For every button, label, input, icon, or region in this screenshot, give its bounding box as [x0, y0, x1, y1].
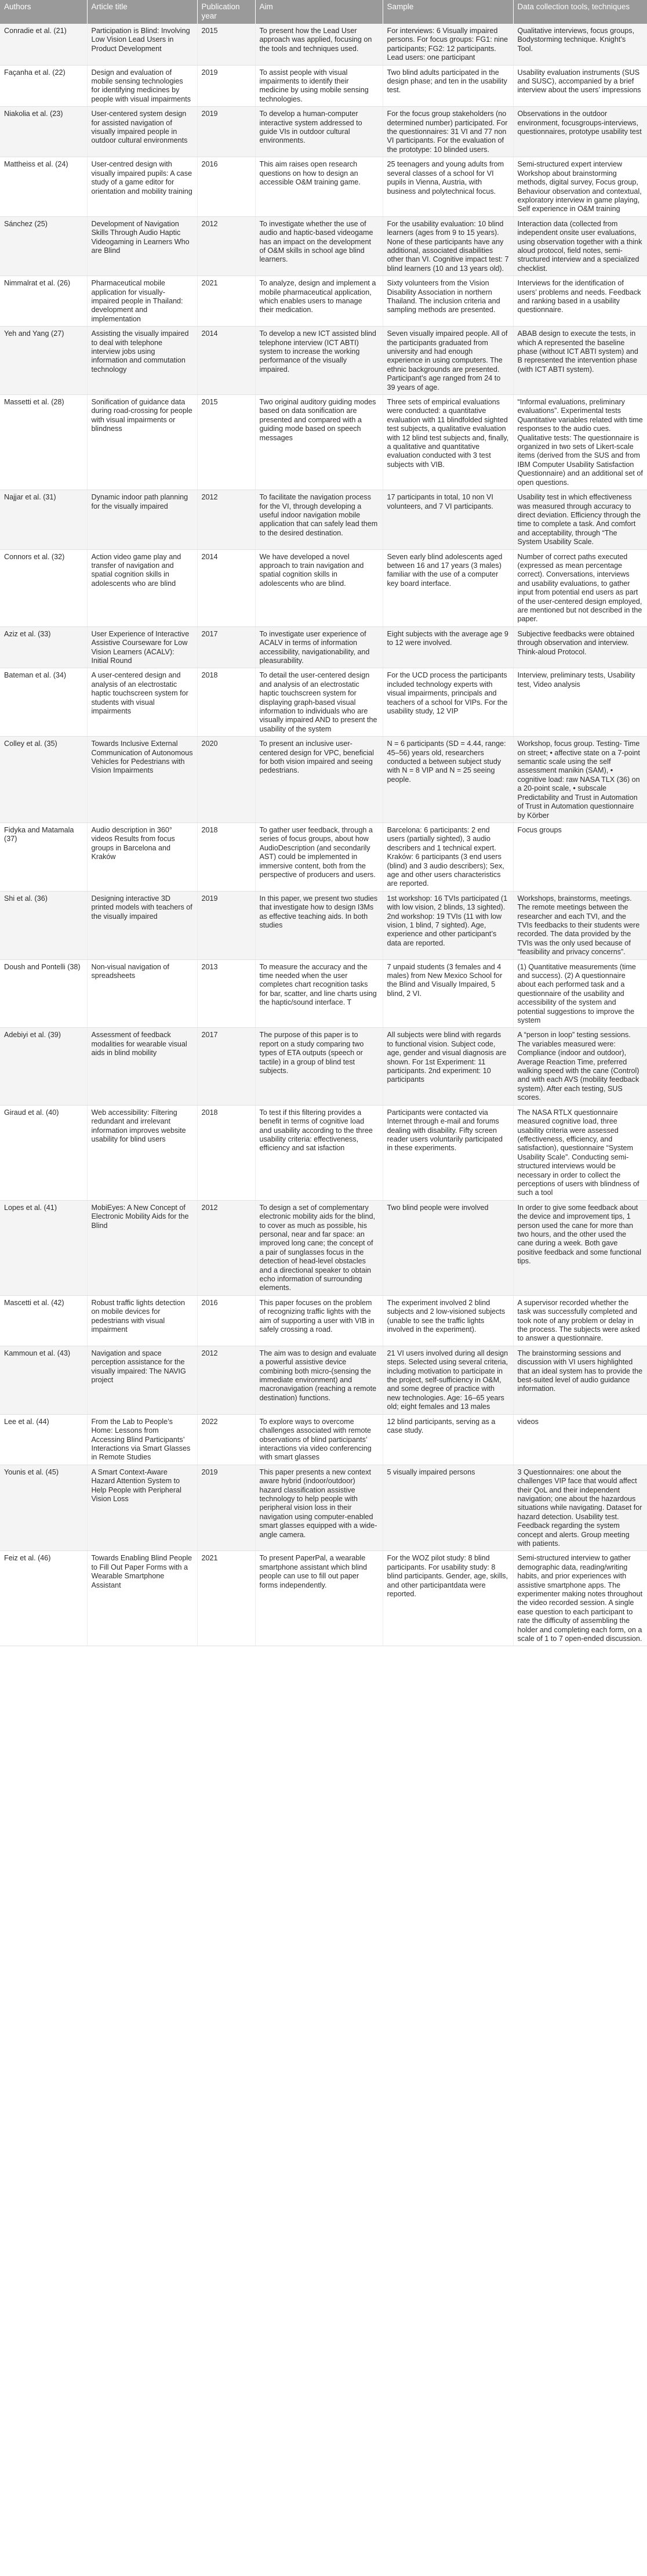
cell-aim: We have developed a novel approach to train navigation and spatial cognition skills in adolescents who are blind. [255, 549, 383, 626]
cell-sample: For the usability evaluation: 10 blind learners (ages from 9 to 15 years). None of these participants have any additional, associated disabilities other than VI. Cognitive impact test: 7 blind learners (10 and 13 years old). [383, 216, 513, 276]
cell-authors: Bateman et al. (34) [0, 668, 87, 737]
table-row [0, 276, 647, 327]
header-row [0, 0, 647, 24]
cell-aim: The purpose of this paper is to report on a study comparing two types of ETA outputs (speech or tactile) in a group of blind test subjects. [255, 1028, 383, 1105]
cell-publication-year: 2018 [197, 668, 255, 737]
cell-data-collection: 3 Questionnaires: one about the challenges VIP face that would affect their QoL and their independent navigation; one about the hazardous situations while navigating. Dataset for hazard detection. Usability test. Feedback regarding the system concept and alerts. Group meeting with patients. [513, 1465, 647, 1551]
cell-article-title: Assisting the visually impaired to deal with telephone interview jobs using information and commutation technology [87, 327, 197, 395]
cell-article-title: Audio description in 360° videos Results from focus groups in Barcelona and Kraków [87, 823, 197, 891]
cell-sample: 5 visually impaired persons [383, 1465, 513, 1551]
cell-aim: Two original auditory guiding modes based on data sonification are presented and compared with a guiding mode based on speech messages [255, 395, 383, 490]
cell-data-collection: Number of correct paths executed (expressed as mean percentage correct). Conversations, interviews and usability evaluations, to gather input from potential end users as part of the user-centered design employed, are mentioned but not described in the paper. [513, 549, 647, 626]
cell-data-collection: In order to give some feedback about the device and improvement tips, 1 person used the cane for more than two hours, and the other used the cane during a week. Both gave positive feedback and some functional tips. [513, 1200, 647, 1295]
cell-publication-year: 2012 [197, 490, 255, 549]
cell-authors: Feiz et al. (46) [0, 1551, 87, 1646]
table-row [0, 1465, 647, 1551]
table-row [0, 668, 647, 737]
cell-publication-year: 2015 [197, 24, 255, 65]
cell-authors: Adebiyi et al. (39) [0, 1028, 87, 1105]
cell-aim: To explore ways to overcome challenges associated with remote observations of blind participants’ interactions via video conferencing with smart glasses [255, 1414, 383, 1465]
cell-aim: To investigate whether the use of audio and haptic-based videogame has an impact on the development of O&M skills in school age blind learners. [255, 216, 383, 276]
cell-data-collection: Interview, preliminary tests, Usability test, Video analysis [513, 668, 647, 737]
table-row [0, 107, 647, 157]
cell-data-collection: Subjective feedbacks were obtained through observation and interview. Think-aloud Protocol. [513, 626, 647, 668]
cell-authors: Fidyka and Matamala (37) [0, 823, 87, 891]
table-row [0, 959, 647, 1028]
cell-authors: Conradie et al. (21) [0, 24, 87, 65]
cell-sample: For the WOZ pilot study: 8 blind participants. For usability study: 8 blind participants. Gender, age, skills, and other participantdata were reported. [383, 1551, 513, 1646]
cell-data-collection: Observations in the outdoor environment, focusgroups-interviews, questionnaires, prototype usability test [513, 107, 647, 157]
table-row [0, 891, 647, 959]
cell-article-title: Towards Inclusive External Communication of Autonomous Vehicles for Pedestrians with Vision Impairments [87, 737, 197, 823]
cell-publication-year: 2012 [197, 1346, 255, 1414]
cell-authors: Connors et al. (32) [0, 549, 87, 626]
cell-publication-year: 2019 [197, 65, 255, 107]
cell-publication-year: 2019 [197, 891, 255, 959]
cell-data-collection: Interviews for the identification of users’ problems and needs. Feedback and ranking based in a usability questionnaire. [513, 276, 647, 327]
cell-aim: In this paper, we present two studies that investigate how to design I3Ms as effective teaching aids. In both studies [255, 891, 383, 959]
cell-publication-year: 2017 [197, 626, 255, 668]
cell-sample: 7 unpaid students (3 females and 4 males) from New Mexico School for the Blind and Visually Impaired, 5 blind, 2 VI. [383, 959, 513, 1028]
header-article-title: Article title [87, 0, 197, 24]
cell-sample: The experiment involved 2 blind subjects and 2 low-visioned subjects (unable to see the traffic lights involved in the experiment). [383, 1295, 513, 1346]
cell-sample: 21 VI users involved during all design steps. Selected using several criteria, including motivation to participate in the project, self-sufficiency in O&M, and some degree of practice with new technologies. Age: 16–65 years old; eight females and 13 males [383, 1346, 513, 1414]
cell-publication-year: 2022 [197, 1414, 255, 1465]
cell-sample: Two blind people were involved [383, 1200, 513, 1295]
cell-publication-year: 2014 [197, 549, 255, 626]
cell-authors: Massetti et al. (28) [0, 395, 87, 490]
cell-aim: This paper presents a new context aware hybrid (indoor/outdoor) hazard classification assistive technology to help people with peripheral vision loss in their navigation using computer-enabled smart glasses equipped with a wide-angle camera. [255, 1465, 383, 1551]
cell-article-title: User-centred design with visually impaired pupils: A case study of a game editor for orientation and mobility training [87, 157, 197, 216]
header-aim: Aim [255, 0, 383, 24]
cell-publication-year: 2014 [197, 327, 255, 395]
cell-article-title: Assessment of feedback modalities for wearable visual aids in blind mobility [87, 1028, 197, 1105]
table-row [0, 24, 647, 65]
cell-article-title: Pharmaceutical mobile application for visually-impaired people in Thailand: development and implementation [87, 276, 197, 327]
cell-sample: 25 teenagers and young adults from several classes of a school for VI pupils in Vienna, Austria, with business and polytechnical focus. [383, 157, 513, 216]
cell-article-title: Sonification of guidance data during road-crossing for people with visual impairments or blindness [87, 395, 197, 490]
cell-aim: To present how the Lead User approach was applied, focusing on the tools and techniques used. [255, 24, 383, 65]
cell-sample: Seven early blind adolescents aged between 16 and 17 years (3 males) familiar with the use of a computer key board interface. [383, 549, 513, 626]
header-sample: Sample [383, 0, 513, 24]
cell-data-collection: Usability evaluation instruments (SUS and SUSC), accompanied by a brief interview about the users’ impressions [513, 65, 647, 107]
cell-data-collection: Interaction data (collected from independent onsite user evaluations, using observation together with a think aloud protocol, field notes, semi-structured interview and a specialized checklist. [513, 216, 647, 276]
cell-authors: Niakolia et al. (23) [0, 107, 87, 157]
cell-authors: Younis et al. (45) [0, 1465, 87, 1551]
cell-authors: Kammoun et al. (43) [0, 1346, 87, 1414]
cell-article-title: Robust traffic lights detection on mobile devices for pedestrians with visual impairment [87, 1295, 197, 1346]
cell-article-title: Action video game play and transfer of navigation and spatial cognition skills in adolescents who are blind [87, 549, 197, 626]
cell-aim: To detail the user-centered design and analysis of an electrostatic haptic touchscreen system for displaying graph-based visual information to individuals who are visually impaired AND to present the usability of the system [255, 668, 383, 737]
cell-aim: To facilitate the navigation process for the VI, through developing a useful indoor navigation mobile application that can safely lead them to the desired destination. [255, 490, 383, 549]
cell-sample: For the focus group stakeholders (no determined number) participated. For the questionnaires: 31 VI and 77 non VI participants. For the evaluation of the prototype: 10 blinded users. [383, 107, 513, 157]
cell-publication-year: 2021 [197, 1551, 255, 1646]
cell-aim: To analyze, design and implement a mobile pharmaceutical application, which enables users to manage their medication. [255, 276, 383, 327]
cell-article-title: MobiEyes: A New Concept of Electronic Mobility Aids for the Blind [87, 1200, 197, 1295]
table-body [0, 24, 647, 1646]
cell-article-title: From the Lab to People’s Home: Lessons from Accessing Blind Participants’ Interactions via Smart Glasses in Remote Studies [87, 1414, 197, 1465]
cell-article-title: Navigation and space perception assistance for the visually impaired: The NAVIG project [87, 1346, 197, 1414]
cell-article-title: Design and evaluation of mobile sensing technologies for identifying medicines by people with visual impairments [87, 65, 197, 107]
cell-aim: To measure the accuracy and the time needed when the user completes chart recognition tasks for bar, scatter, and line charts using the haptic/sound interface. T [255, 959, 383, 1028]
table-row [0, 1295, 647, 1346]
cell-sample: Participants were contacted via Internet through e-mail and forums dealing with disability. Fifty screen reader users voluntarily participated in these experiments. [383, 1105, 513, 1200]
cell-publication-year: 2016 [197, 157, 255, 216]
table-row [0, 1200, 647, 1295]
cell-aim: To gather user feedback, through a series of focus groups, about how AudioDescription (and secondarily AST) could be implemented in immersive content, both from the perspective of producers and users. [255, 823, 383, 891]
cell-sample: Sixty volunteers from the Vision Disability Association in northern Thailand. The inclusion criteria and sampling methods are presented. [383, 276, 513, 327]
cell-aim: This aim raises open research questions on how to design an accessible O&M training game. [255, 157, 383, 216]
cell-aim: To investigate user experience of ACALV in terms of information accessibility, navigationability, and pleasurability. [255, 626, 383, 668]
cell-publication-year: 2016 [197, 1295, 255, 1346]
cell-sample: Seven visually impaired people. All of the participants graduated from university and had enough experience in using computers. The ethnic backgrounds are presented. Participant’s age ranged from 24 to 39 years of age. [383, 327, 513, 395]
table-row [0, 1414, 647, 1465]
header-publication-year: Publication year [197, 0, 255, 24]
table-row [0, 1105, 647, 1200]
cell-authors: Colley et al. (35) [0, 737, 87, 823]
cell-authors: Giraud et al. (40) [0, 1105, 87, 1200]
cell-publication-year: 2019 [197, 107, 255, 157]
cell-authors: Lee et al. (44) [0, 1414, 87, 1465]
cell-sample: For interviews: 6 Visually impaired persons. For focus groups: FG1: nine participants; FG2: 12 participants. Lead users: one participant [383, 24, 513, 65]
table-row [0, 823, 647, 891]
cell-data-collection: A supervisor recorded whether the task was successfully completed and took note of any problem or delay in the process. The subjects were asked to answer a questionnaire. [513, 1295, 647, 1346]
cell-authors: Najjar et al. (31) [0, 490, 87, 549]
cell-sample: 1st workshop: 16 TVIs participated (1 with low vision, 2 blinds, 13 sighted). 2nd workshop: 19 TVIs (11 with low vision, 1 blind, 7 sighted). Age, experience and other participant’s data are reported. [383, 891, 513, 959]
cell-data-collection: The NASA RTLX questionnaire measured cognitive load, three usability criteria were assessed (effectiveness, efficiency, and satisfaction), questionnaire “System Usability Scale”. Conducting semi-structured interviews would be necessary in order to collect the perceptions of users with blindness of such a tool [513, 1105, 647, 1200]
cell-sample: 12 blind participants, serving as a case study. [383, 1414, 513, 1465]
cell-authors: Nimmalrat et al. (26) [0, 276, 87, 327]
table-row [0, 1346, 647, 1414]
table-row [0, 1551, 647, 1646]
table-row [0, 65, 647, 107]
cell-aim: To develop a new ICT assisted blind telephone interview (ICT ABTI) system to increase the working performance of the visually impaired. [255, 327, 383, 395]
cell-publication-year: 2018 [197, 823, 255, 891]
cell-article-title: Non-visual navigation of spreadsheets [87, 959, 197, 1028]
cell-authors: Mattheiss et al. (24) [0, 157, 87, 216]
cell-publication-year: 2017 [197, 1028, 255, 1105]
cell-sample: N = 6 participants (SD = 4.44, range: 45–56) years old, researchers conducted a between subject study with N = 8 VIP and N = 25 seeing people. [383, 737, 513, 823]
cell-publication-year: 2019 [197, 1465, 255, 1551]
cell-data-collection: (1) Quantitative measurements (time and success). (2) A questionnaire about each performed task and a questionnaire of the usability and accessibility of the system and potential suggestions to improve the system [513, 959, 647, 1028]
cell-publication-year: 2020 [197, 737, 255, 823]
cell-article-title: Web accessibility: Filtering redundant and irrelevant information improves website usability for blind users [87, 1105, 197, 1200]
cell-aim: To develop a human-computer interactive system addressed to guide VIs in outdoor cultural environments. [255, 107, 383, 157]
cell-authors: Façanha et al. (22) [0, 65, 87, 107]
table-row [0, 157, 647, 216]
cell-publication-year: 2012 [197, 1200, 255, 1295]
cell-aim: To design a set of complementary electronic mobility aids for the blind, to cover as much as possible, his personal, near and far space: an improved long cane; the concept of a pair of sunglasses focus in the detection of head-level obstacles and a directional speaker to obtain echo information of surrounding elements. [255, 1200, 383, 1295]
cell-data-collection: Semi-structured interview to gather demographic data, reading/writing habits, and prior experiences with assistive smartphone apps. The experimenter making notes throughout the video recorded session. A single ease question to each participant to rate the difficulty of assembling the holder and completing each form, on a scale of 1 to 7 open-ended discussion. [513, 1551, 647, 1646]
table-header [0, 0, 647, 24]
cell-sample: Eight subjects with the average age 9 to 12 were involved. [383, 626, 513, 668]
table-row [0, 395, 647, 490]
cell-publication-year: 2021 [197, 276, 255, 327]
cell-data-collection: Usability test in which effectiveness was measured through accuracy to direct deviation. Efficiency through the time to complete a task. And comfort and acceptability, through “The System Usability Scale. [513, 490, 647, 549]
cell-authors: Lopes et al. (41) [0, 1200, 87, 1295]
cell-article-title: Dynamic indoor path planning for the visually impaired [87, 490, 197, 549]
table-row [0, 327, 647, 395]
cell-data-collection: Semi-structured expert interview Workshop about brainstorming methods, digital survey, Focus group, Behaviour observation and contextual, exploratory interview in game playing, Self experience in O&M training [513, 157, 647, 216]
cell-article-title: Development of Navigation Skills Through Audio Haptic Videogaming in Learners Who are Blind [87, 216, 197, 276]
cell-data-collection: Workshop, focus group. Testing- Time on street; • affective state on a 7-point semantic scale using the self assessment manikin (SAM), • cognitive load: raw NASA TLX (36) on a 20-point scale, • subscale Predictability and Trust in Automation of Trust in Automation questionnaire by Körber [513, 737, 647, 823]
cell-authors: Aziz et al. (33) [0, 626, 87, 668]
cell-sample: Three sets of empirical evaluations were conducted: a quantitative evaluation with 11 blindfolded sighted test subjects, a qualitative evaluation with 12 blind test subjects and, finally, a qualitative and quantitative evaluation conducted with 3 test subjects with VIB. [383, 395, 513, 490]
cell-aim: To test if this filtering provides a benefit in terms of cognitive load and usability according to the three usability criteria: effectiveness, efficiency and sat isfaction [255, 1105, 383, 1200]
cell-aim: The aim was to design and evaluate a powerful assistive device combining both micro-(sensing the immediate environment) and macronavigation (reaching a remote destination) functions. [255, 1346, 383, 1414]
cell-aim: To present PaperPal, a wearable smartphone assistant which blind people can use to fill out paper forms independently. [255, 1551, 383, 1646]
table-row [0, 737, 647, 823]
cell-sample: Barcelona: 6 participants: 2 end users (partially sighted), 3 audio describers and 1 technical expert. Kraków: 6 participants (3 end users (blind) and 3 audio describers); Sex, age and other users characteristics are reported. [383, 823, 513, 891]
cell-data-collection: The brainstorming sessions and discussion with VI users highlighted that an ideal system has to provide the best-suited level of audio guidance information. [513, 1346, 647, 1414]
cell-aim: To assist people with visual impairments to identify their medicine by using mobile sensing technologies. [255, 65, 383, 107]
cell-sample: 17 participants in total, 10 non VI volunteers, and 7 VI participants. [383, 490, 513, 549]
table-row [0, 549, 647, 626]
cell-publication-year: 2018 [197, 1105, 255, 1200]
header-authors: Authors [0, 0, 87, 24]
cell-authors: Yeh and Yang (27) [0, 327, 87, 395]
cell-authors: Mascetti et al. (42) [0, 1295, 87, 1346]
cell-article-title: Towards Enabling Blind People to Fill Out Paper Forms with a Wearable Smartphone Assistant [87, 1551, 197, 1646]
cell-data-collection: ABAB design to execute the tests, in which A represented the baseline phase (without ICT ABTI system) and B represented the intervention phase (with ICT ABTI system). [513, 327, 647, 395]
cell-authors: Shi et al. (36) [0, 891, 87, 959]
cell-article-title: Designing interactive 3D printed models with teachers of the visually impaired [87, 891, 197, 959]
cell-article-title: A Smart Context-Aware Hazard Attention System to Help People with Peripheral Vision Loss [87, 1465, 197, 1551]
cell-sample: For the UCD process the participants included technology experts with visual impairments, principals and teachers of a school for VIPs. For the usability study, 12 VIP [383, 668, 513, 737]
cell-article-title: Participation is Blind: Involving Low Vision Lead Users in Product Development [87, 24, 197, 65]
cell-article-title: User-centered system design for assisted navigation of visually impaired people in outdoor cultural environments [87, 107, 197, 157]
table-row [0, 216, 647, 276]
cell-aim: To present an inclusive user-centered design for VPC, beneficial for both vision impaired and seeing pedestrians. [255, 737, 383, 823]
cell-sample: Two blind adults participated in the design phase; and ten in the usability test. [383, 65, 513, 107]
cell-data-collection: Focus groups [513, 823, 647, 891]
table-row [0, 626, 647, 668]
cell-article-title: User Experience of Interactive Assistive Courseware for Low Vision Learners (ACALV): Initial Round [87, 626, 197, 668]
cell-data-collection: A “person in loop” testing sessions. The variables measured were: Compliance (indoor and outdoor), Average Reaction Time, preferred walking speed with the cane (Control) and with each AVS (mobility feedback system). After each testing, SUS scores. [513, 1028, 647, 1105]
header-data-collection: Data collection tools, techniques [513, 0, 647, 24]
cell-data-collection: “Informal evaluations, preliminary evaluations”. Experimental tests Quantitative variables related with time responses to the audio cues. Qualitative tests: The questionnaire is organized in two sets of Likert-scale items (derived from the SUS and from IBM Computer Usability Satisfaction Questionnaire) and an additional set of open questions. [513, 395, 647, 490]
table-row [0, 1028, 647, 1105]
cell-publication-year: 2015 [197, 395, 255, 490]
table-row [0, 490, 647, 549]
cell-authors: Doush and Pontelli (38) [0, 959, 87, 1028]
cell-aim: This paper focuses on the problem of recognizing traffic lights with the aim of supporting a user with VIB in safely crossing a road. [255, 1295, 383, 1346]
cell-publication-year: 2013 [197, 959, 255, 1028]
cell-data-collection: videos [513, 1414, 647, 1465]
cell-article-title: A user-centered design and analysis of an electrostatic haptic touchscreen system for students with visual impairments [87, 668, 197, 737]
cell-sample: All subjects were blind with regards to functional vision. Subject code, age, gender and visual diagnosis are shown. For 1st Experiment: 11 participants. 2nd experiment: 10 participants [383, 1028, 513, 1105]
cell-data-collection: Qualitative interviews, focus groups, Bodystorming technique. Knight’s Tool. [513, 24, 647, 65]
cell-data-collection: Workshops, brainstorms, meetings. The remote meetings between the researcher and each TVI, and the TVIs feedbacks to their students were recorded. The data provided by the TVIs was the only used because of “feasibility and privacy concerns”. [513, 891, 647, 959]
cell-publication-year: 2012 [197, 216, 255, 276]
cell-authors: Sánchez (25) [0, 216, 87, 276]
